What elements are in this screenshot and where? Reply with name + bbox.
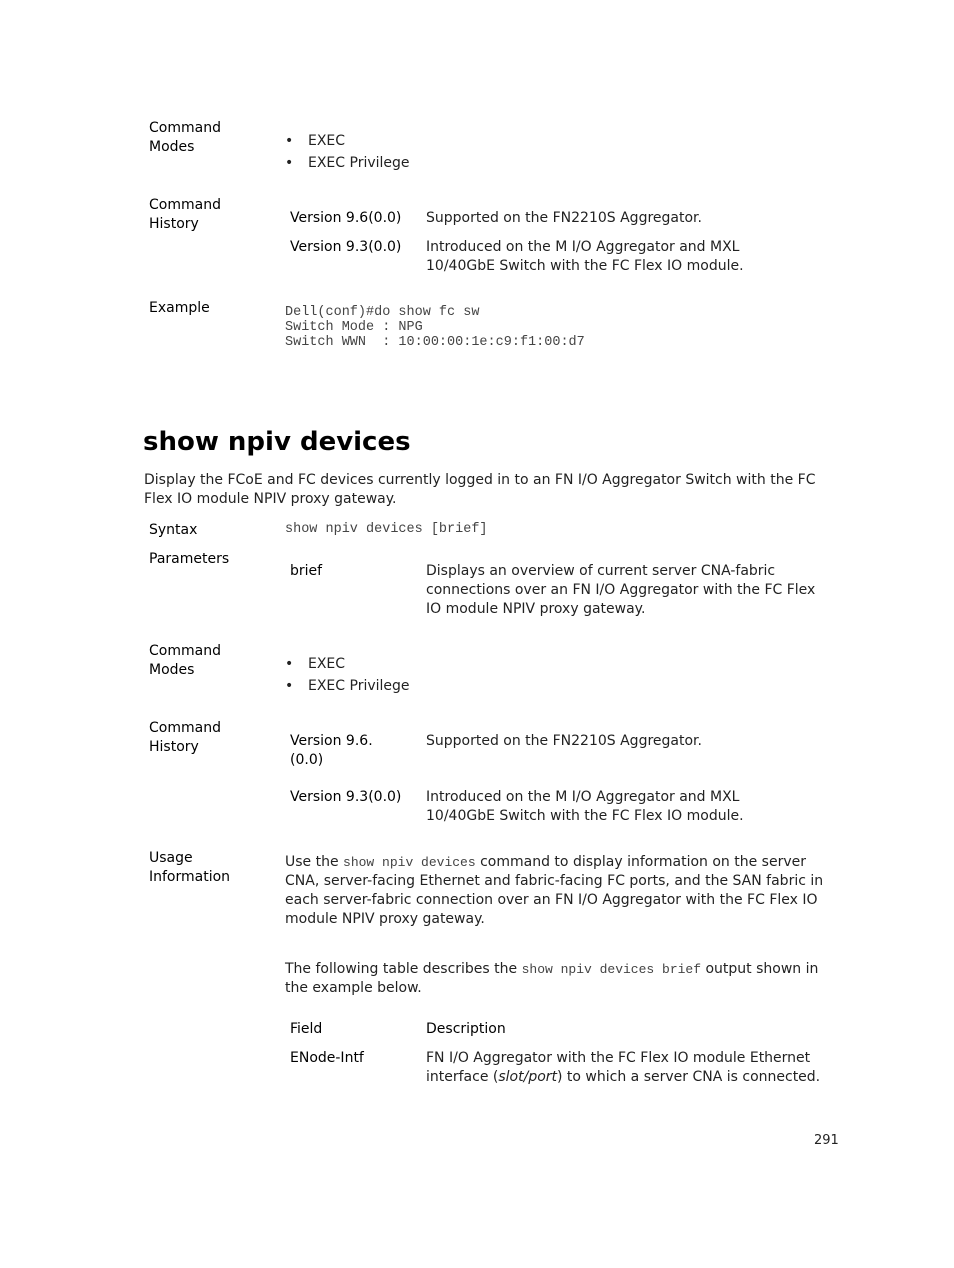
usage-information-label: Usage Information	[149, 850, 231, 885]
table-header-description: Description	[426, 1021, 506, 1037]
parameter-description: Displays an overview of current server CNA-fabric connections over an FN I/O Aggregator with the FC Flex IO module NPIV proxy gateway.	[426, 563, 816, 617]
usage-paragraph: Use the show npiv devices command to display information on the server CNA, server-facing Ethernet and fabric-facing FC ports, and the SAN fabric in each server-fabric connection over an FN I/O Aggregator with the FC Flex IO module NPIV proxy gateway.	[285, 854, 824, 927]
history-description: Introduced on the M I/O Aggregator and MXL 10/40GbE Switch with the FC Flex IO module.	[426, 789, 744, 824]
list-item: • EXEC Privilege	[285, 152, 410, 174]
list-item: • EXEC Privilege	[285, 675, 410, 697]
inline-code: show npiv devices	[343, 855, 476, 870]
command-modes-list	[285, 653, 410, 697]
example-label: Example	[149, 300, 210, 316]
table-row-description: FN I/O Aggregator with the FC Flex IO module Ethernet interface (slot/port) to which a server CNA is connected.	[426, 1050, 821, 1085]
history-description: Introduced on the M I/O Aggregator and MXL 10/40GbE Switch with the FC Flex IO module.	[426, 239, 744, 274]
history-version: Version 9.6. (0.0)	[290, 733, 373, 768]
table-row-field: ENode-Intf	[290, 1050, 364, 1066]
example-code: Dell(conf)#do show fc sw Switch Mode : NPG Switch WWN : 10:00:00:1e:c9:f1:00:d7	[285, 305, 585, 350]
history-description: Supported on the FN2210S Aggregator.	[426, 733, 702, 749]
syntax-code: show npiv devices [brief]	[285, 522, 488, 537]
command-history-label: Command History	[149, 197, 221, 232]
parameters-label: Parameters	[149, 551, 230, 567]
inline-code: show npiv devices brief	[521, 962, 702, 977]
syntax-label: Syntax	[149, 522, 198, 538]
usage-paragraph: The following table describes the show npiv devices brief output shown in the example below.	[285, 961, 819, 996]
command-modes-label: Command Modes	[149, 120, 221, 155]
list-item: • EXEC	[285, 130, 410, 152]
section-intro: Display the FCoE and FC devices currently logged in to an FN I/O Aggregator Switch with the FC Flex IO module NPIV proxy gateway.	[144, 472, 816, 507]
history-version: Version 9.3(0.0)	[290, 239, 402, 255]
command-modes-list	[285, 130, 410, 174]
history-description: Supported on the FN2210S Aggregator.	[426, 210, 702, 226]
command-history-label: Command History	[149, 720, 221, 755]
parameter-name: brief	[290, 563, 323, 579]
page-number: 291	[814, 1133, 839, 1148]
section-title: show npiv devices	[143, 427, 411, 457]
table-header-field: Field	[290, 1021, 323, 1037]
history-version: Version 9.3(0.0)	[290, 789, 402, 805]
history-version: Version 9.6(0.0)	[290, 210, 402, 226]
list-item: • EXEC	[285, 653, 410, 675]
command-modes-label: Command Modes	[149, 643, 221, 678]
